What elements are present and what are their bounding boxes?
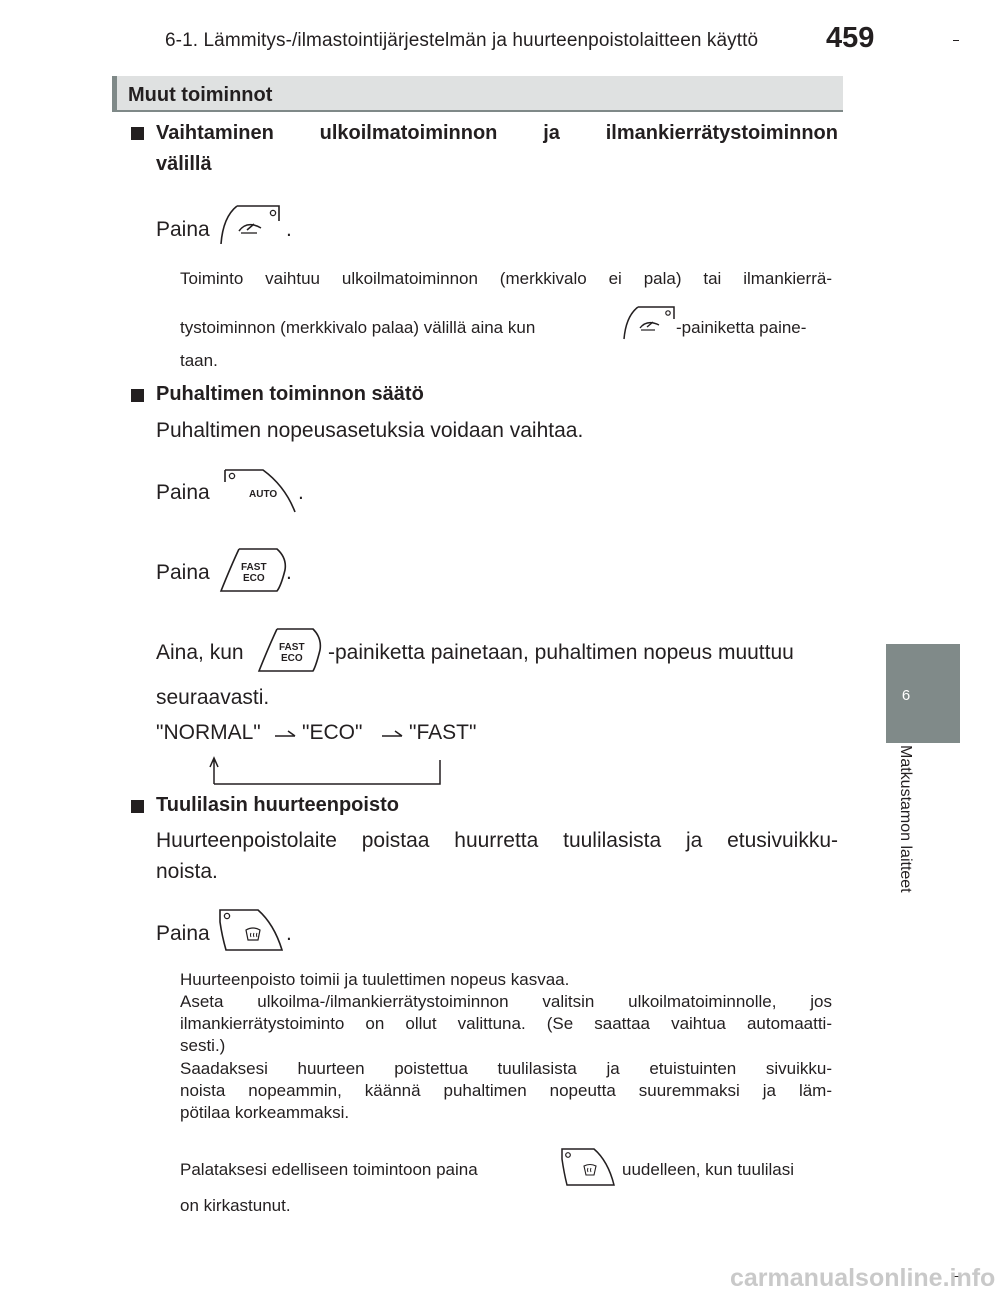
- recirculation-button-icon: [621, 304, 677, 342]
- section-path: 6-1. Lämmitys-/ilmastointijärjestelmän ja huurteenpoistolaitteen käyttö: [165, 30, 759, 51]
- recirc-note-line3: taan.: [180, 351, 218, 370]
- auto-label: AUTO: [249, 489, 278, 500]
- press-text: Paina: [156, 922, 210, 945]
- arrow-right-icon: [380, 727, 406, 746]
- windshield-defroster-icon: [560, 1145, 616, 1189]
- eco-label: ECO: [281, 653, 303, 664]
- defrost-note3-line2: noista nopeammin, käännä puhaltimen nopeutta suuremmaksi ja läm-: [180, 1081, 832, 1100]
- defrost-note2-line1: Aseta ulkoilma-/ilmankierrätystoiminnon valitsin ulkoilmatoiminnolle, jos: [180, 992, 832, 1011]
- eco-label: ECO: [243, 573, 265, 584]
- defrost-note3-line1: Saadaksesi huurteen poistettua tuulilasista ja etuistuinten sivuikku-: [180, 1059, 832, 1078]
- windshield-defroster-icon: [218, 906, 284, 954]
- fast-label: FAST: [279, 642, 305, 653]
- chapter-number: 6: [901, 687, 911, 704]
- page-number: 459: [826, 22, 875, 54]
- defrost-note3-line3: pötilaa korkeammaksi.: [180, 1103, 350, 1122]
- fan-cycle-b: -painiketta painetaan, puhaltimen nopeus muuttuu: [328, 641, 794, 664]
- period: .: [286, 218, 292, 241]
- defrost-intro-line1: Huurteenpoistolaite poistaa huurretta tuulilasista ja etusivuikku-: [156, 829, 838, 852]
- press-text: Paina: [156, 218, 210, 241]
- defrost-heading: Tuulilasin huurteenpoisto: [156, 794, 399, 816]
- heading-bullet: [131, 127, 144, 140]
- defrost-note2-line3: sesti.): [180, 1036, 226, 1055]
- defrost-intro-line2: noista.: [156, 860, 218, 883]
- defrost-note4c: on kirkastunut.: [180, 1196, 291, 1215]
- arrow-right-icon: [273, 727, 299, 746]
- period: .: [286, 922, 292, 945]
- defrost-note4b: uudelleen, kun tuulilasi: [622, 1160, 795, 1179]
- recirculation-button-icon: [217, 203, 283, 247]
- defrost-note2-line2: ilmankierrätystoiminto on ollut valittuna. (Se saattaa vaihtua automaatti-: [180, 1014, 832, 1033]
- watermark: carmanualsonline.info: [730, 1264, 995, 1292]
- fan-heading: Puhaltimen toiminnon säätö: [156, 383, 424, 405]
- press-text: Paina: [156, 481, 210, 504]
- crop-mark: [953, 40, 959, 41]
- period: .: [298, 481, 304, 504]
- mode-eco: "ECO": [302, 721, 363, 744]
- fan-intro: Puhaltimen nopeusasetuksia voidaan vaihtaa.: [156, 419, 584, 442]
- recirc-note-line2a: tystoiminnon (merkkivalo palaa) välillä aina kun: [180, 318, 536, 337]
- press-text: Paina: [156, 561, 210, 584]
- mode-normal: "NORMAL": [156, 721, 261, 744]
- section-title: Muut toiminnot: [128, 84, 273, 106]
- fan-cycle-a: Aina, kun: [156, 641, 244, 664]
- recirc-heading-cont: välillä: [156, 153, 212, 175]
- heading-bullet: [131, 800, 144, 813]
- fan-cycle-c: seuraavasti.: [156, 686, 270, 709]
- heading-bullet: [131, 389, 144, 402]
- recirc-heading: Vaihtaminen ulkoilmatoiminnon ja ilmankierrätystoiminnon: [156, 122, 838, 144]
- fast-label: FAST: [241, 562, 267, 573]
- recirc-note-line2b: -painiketta paine-: [676, 318, 807, 337]
- chapter-title: Matkustamon laitteet: [897, 745, 914, 893]
- recirc-note-line1: Toiminto vaihtuu ulkoilmatoiminnon (merkkivalo ei pala) tai ilmankierrä-: [180, 269, 832, 288]
- cycle-return-arrow: [204, 754, 448, 791]
- mode-fast: "FAST": [409, 721, 477, 744]
- fast-eco-button-icon: [217, 546, 289, 594]
- fast-eco-button-icon: [256, 626, 324, 674]
- defrost-note1: Huurteenpoisto toimii ja tuulettimen nopeus kasvaa.: [180, 970, 570, 989]
- auto-button-icon: [223, 466, 297, 514]
- period: .: [286, 561, 292, 584]
- defrost-note4a: Palataksesi edelliseen toimintoon paina: [180, 1160, 478, 1179]
